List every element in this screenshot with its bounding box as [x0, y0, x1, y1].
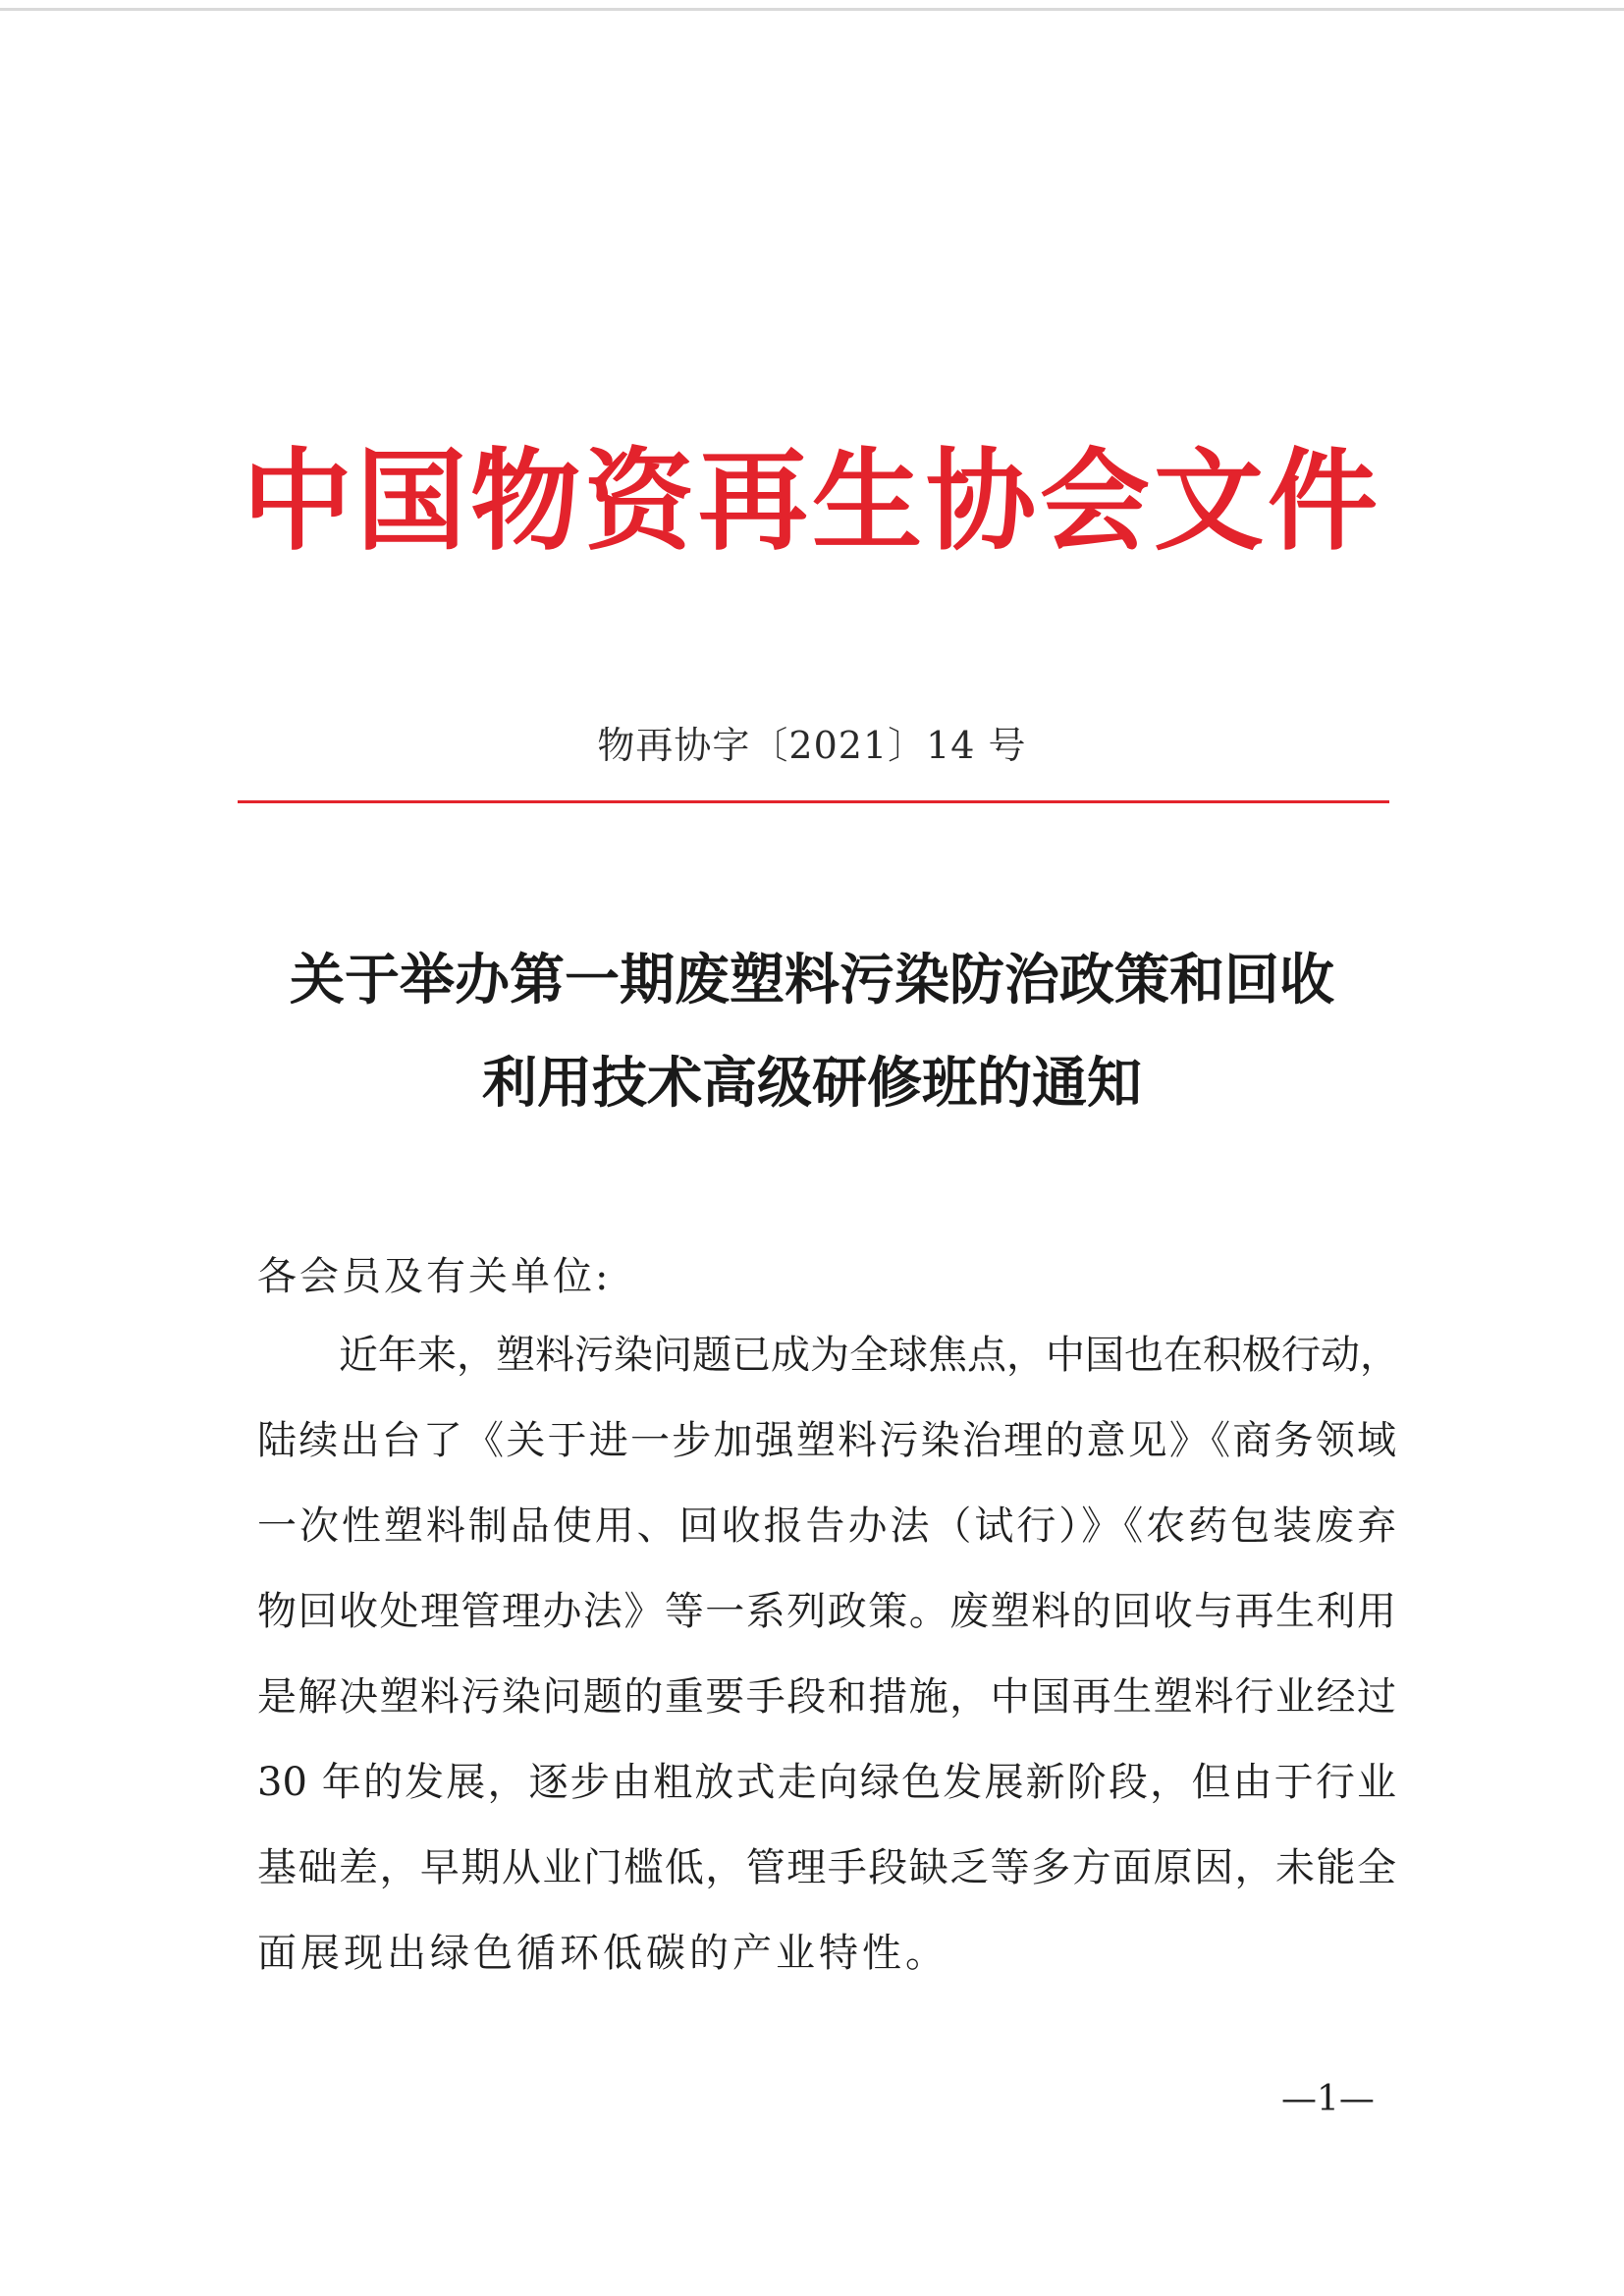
- body-line-7: 基础差，早期从业门槛低，管理手段缺乏等多方面原因，未能全: [257, 1845, 1396, 1890]
- page-number: —1—: [1281, 2079, 1375, 2119]
- body-line-1: 近年来，塑料污染问题已成为全球焦点，中国也在积极行动，: [339, 1333, 1399, 1378]
- body-line-3: 一次性塑料制品使用、回收报告办法（试行）》《农药包装废弃: [257, 1503, 1396, 1549]
- document-title-line-1: 关于举办第一期废塑料污染防治政策和回收: [290, 948, 1334, 1012]
- body-line-5: 是解决塑料污染问题的重要手段和措施，中国再生塑料行业经过: [257, 1674, 1396, 1720]
- red-divider-line: [238, 800, 1389, 803]
- body-line-8: 面展现出绿色循环低碳的产业特性。: [257, 1931, 948, 1976]
- body-line-2: 陆续出台了《关于进一步加强塑料污染治理的意见》《商务领域: [257, 1418, 1396, 1463]
- body-line-6: 30 年的发展，逐步由粗放式走向绿色发展新阶段，但由于行业: [257, 1760, 1396, 1805]
- page-top-edge: [0, 8, 1624, 11]
- document-masthead: 中国物资再生协会文件: [243, 437, 1381, 566]
- salutation: 各会员及有关单位:: [257, 1254, 612, 1299]
- body-line-4: 物回收处理管理办法》等一系列政策。废塑料的回收与再生利用: [257, 1589, 1396, 1634]
- document-title-line-2: 利用技术高级研修班的通知: [482, 1051, 1142, 1116]
- document-number: 物再协字〔2021〕14 号: [597, 724, 1027, 767]
